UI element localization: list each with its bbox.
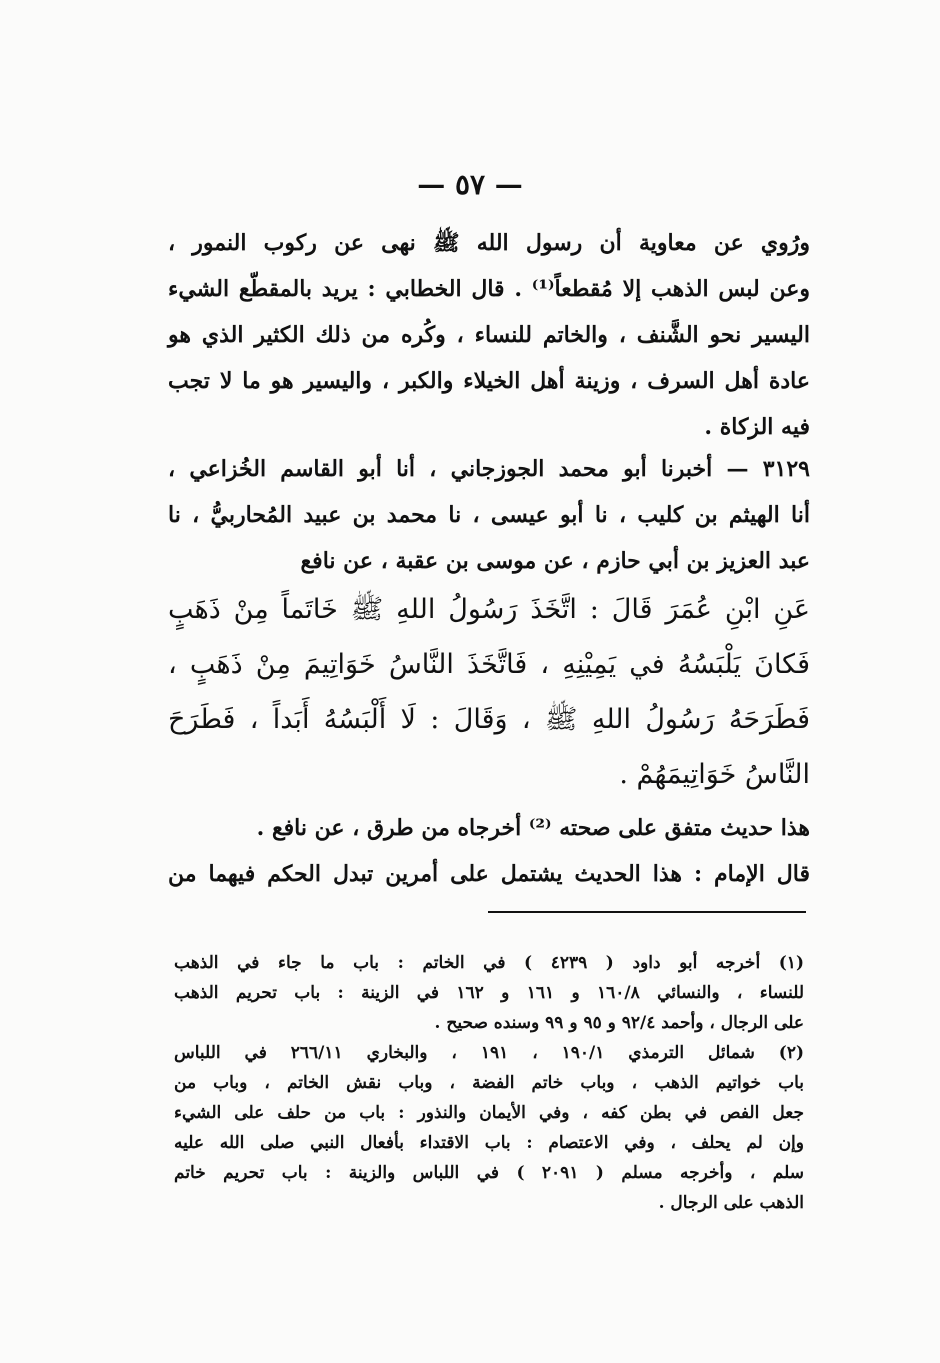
footnote-line: جعل الفص في بطن كفه ، وفي الأيمان والنذور : باب من حلف على الشيء bbox=[174, 1103, 804, 1123]
text-line: فيه الزكاة . bbox=[704, 414, 810, 440]
hadith-line: النَّاسُ خَوَاتِيمَهُمْ . bbox=[619, 759, 810, 790]
footnotes bbox=[174, 948, 804, 1218]
footnote-divider bbox=[488, 911, 806, 913]
text-line: عبد العزيز بن أبي حازم ، عن موسى بن عقبة ، عن نافع bbox=[300, 548, 810, 574]
footnote-line: على الرجال ، وأحمد ٩٢/٤ و ٩٥ و ٩٩ وسنده صحيح . bbox=[434, 1013, 804, 1033]
hadith-line: فَطَرَحَهُ رَسُولُ اللهِ ﷺ ، وَقَالَ : لَا أَلْبَسُهُ أَبَداً ، فَطَرَحَ bbox=[168, 704, 810, 735]
paragraph-hadith-text bbox=[168, 582, 810, 802]
footnote-line: باب خواتيم الذهب ، وباب خاتم الفضة ، وباب نقش الخاتم ، وباب من bbox=[174, 1073, 804, 1093]
footnote-line: (٢) شمائل الترمذي ١٩٠/١ ، ١٩١ ، والبخاري ٢٦٦/١١ في اللباس bbox=[174, 1043, 805, 1063]
text-line: هذا حديث متفق على صحته ⁽²⁾ أخرجاه من طرق ، عن نافع . bbox=[256, 815, 810, 841]
footnote-line: وإن لم يحلف ، وفي الاعتصام : باب الاقتداء بأفعال النبي صلى الله عليه bbox=[174, 1133, 804, 1153]
page-number: — ٥٧ — bbox=[417, 168, 523, 201]
text-line: قال الإمام : هذا الحديث يشتمل على أمرين تبدل الحكم فيهما من bbox=[168, 861, 810, 887]
text-line: أنا الهيثم بن كليب ، نا أبو عيسى ، نا محمد بن عبيد المُحاربيُّ ، نا bbox=[168, 502, 810, 528]
paragraph-commentary bbox=[168, 805, 810, 897]
hadith-line: فَكانَ يَلْبَسُهُ في يَمِيْنِهِ ، فَاتَّخَذَ النَّاسُ خَوَاتِيمَ مِنْ ذَهَبٍ ، bbox=[168, 649, 810, 680]
hadith-line: عَنِ ابْنِ عُمَرَ قَالَ : اتَّخَذَ رَسُولُ اللهِ ﷺ خَاتَماً مِنْ ذَهَبٍ bbox=[168, 594, 810, 625]
text-line: ورُوي عن معاوية أن رسول الله ﷺ نهى عن ركوب النمور ، bbox=[168, 230, 810, 256]
paragraph-muawiya-narration bbox=[168, 220, 810, 450]
text-line: عادة أهل السرف ، وزينة أهل الخيلاء والكبر ، واليسير هو ما لا تجب bbox=[168, 368, 810, 394]
footnote-line: الذهب على الرجال . bbox=[658, 1193, 804, 1213]
footnote-line: سلم ، وأخرجه مسلم ( ٢٠٩١ ) في اللباس والزينة : باب تحريم خاتم bbox=[174, 1163, 804, 1183]
text-line: وعن لبس الذهب إلا مُقطعاً⁽¹⁾ . قال الخطابي : يريد بالمقطّع الشيء bbox=[168, 276, 810, 302]
paragraph-isnad-3129 bbox=[168, 446, 810, 584]
text-line: ٣١٢٩ — أخبرنا أبو محمد الجوزجاني ، أنا أبو القاسم الخُزاعي ، bbox=[168, 456, 810, 482]
footnote-line: للنساء ، والنسائي ١٦٠/٨ و ١٦١ و ١٦٢ في الزينة : باب تحريم الذهب bbox=[174, 983, 805, 1003]
footnote-line: (١) أخرجه أبو داود ( ٤٢٣٩ ) في الخاتم : باب ما جاء في الذهب bbox=[174, 953, 804, 973]
text-line: اليسير نحو الشَّنف ، والخاتم للنساء ، وكُره من ذلك الكثير الذي هو bbox=[168, 322, 810, 348]
